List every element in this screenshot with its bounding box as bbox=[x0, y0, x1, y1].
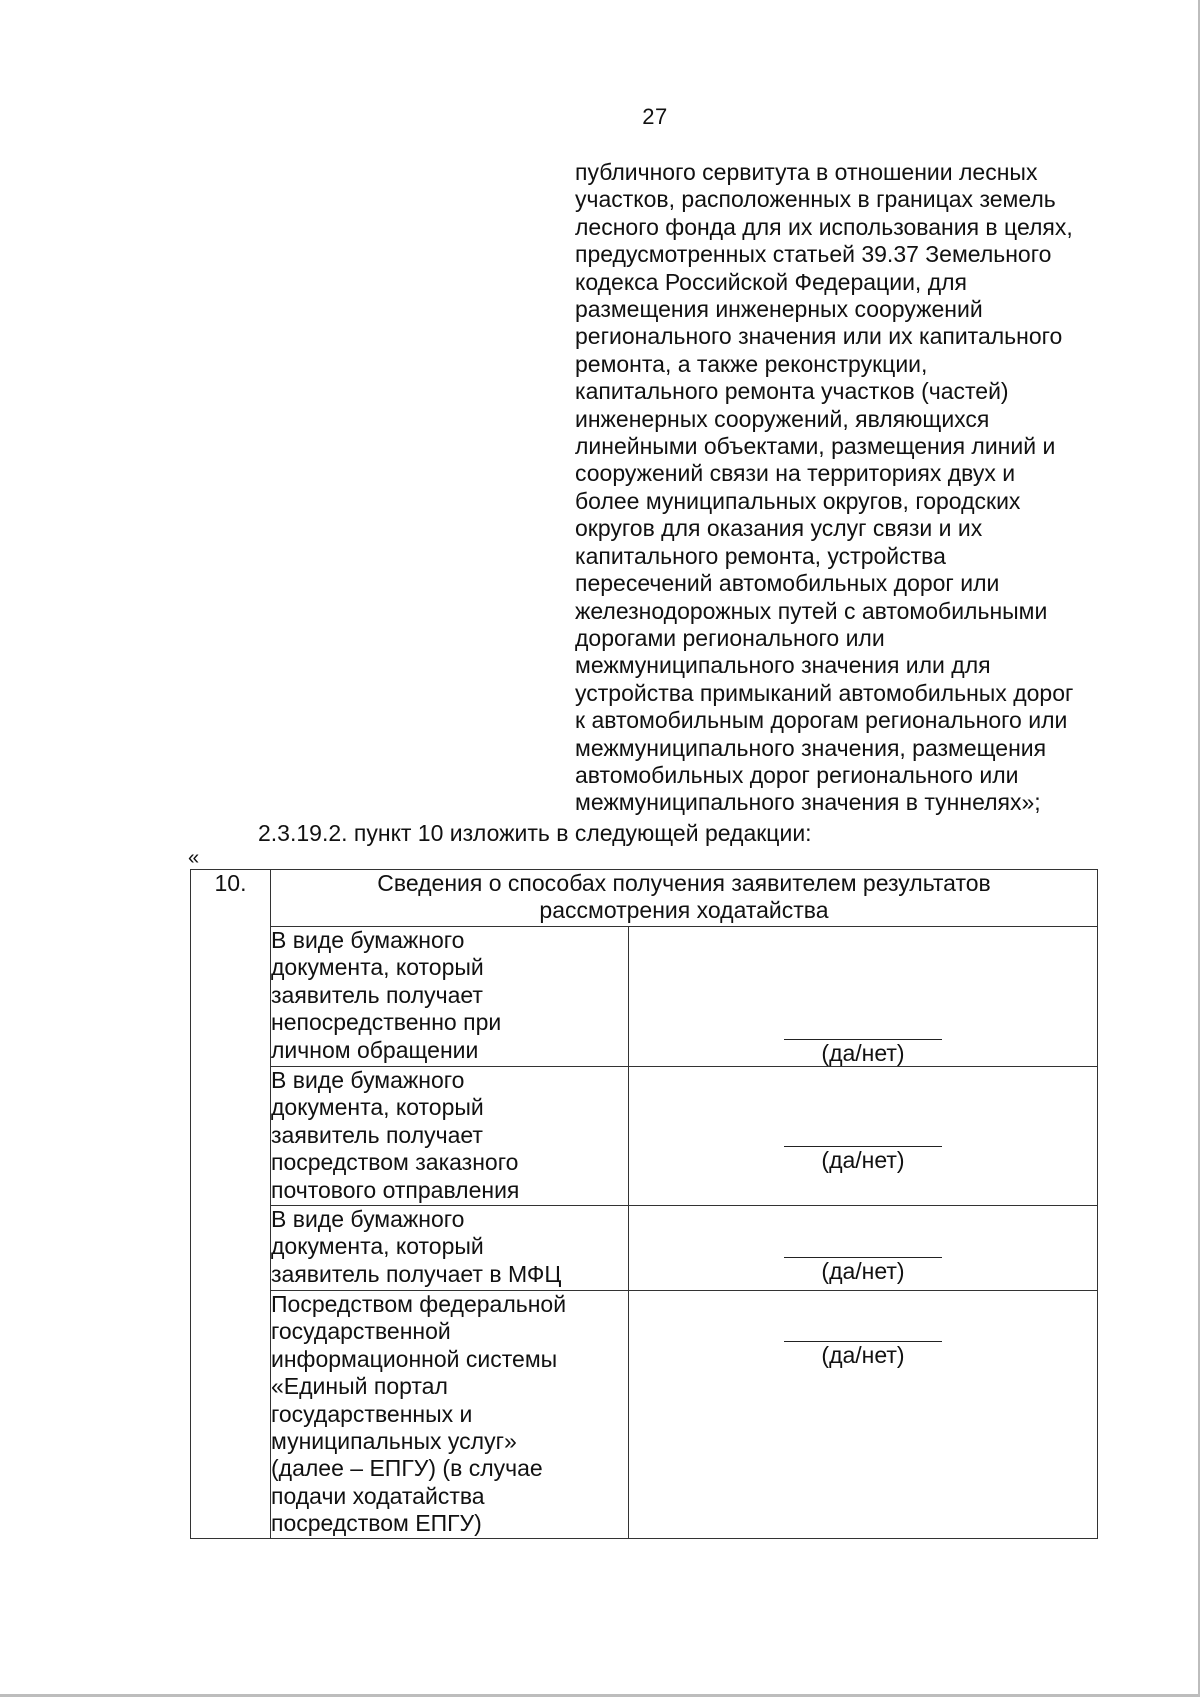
text-line: к автомобильным дорогам регионального или bbox=[575, 707, 1068, 734]
answer-cell bbox=[629, 1206, 1098, 1291]
table-header bbox=[271, 870, 1098, 927]
desc-line: личном обращении bbox=[271, 1036, 479, 1063]
result-options-table bbox=[190, 869, 1098, 1539]
text-line: линейными объектами, размещения линий и bbox=[575, 433, 1056, 460]
desc-line: информационной системы bbox=[271, 1345, 558, 1372]
desc-line: документа, который bbox=[271, 954, 484, 981]
desc-line: почтового отправления bbox=[271, 1176, 520, 1203]
desc-line: заявитель получает в МФЦ bbox=[271, 1260, 562, 1287]
table-row bbox=[191, 1067, 1098, 1206]
text-line: более муниципальных округов, городских bbox=[575, 487, 1021, 514]
answer-cell bbox=[629, 1067, 1098, 1206]
text-line: межмуниципального значения в туннелях»; bbox=[575, 789, 1041, 816]
text-line: пересечений автомобильных дорог или bbox=[575, 570, 1000, 597]
text-line: регионального значения или их капитального bbox=[575, 323, 1063, 350]
answer-cell bbox=[629, 1291, 1098, 1539]
page-number: 27 bbox=[642, 104, 668, 129]
text-line: капитального ремонта, устройства bbox=[575, 542, 946, 569]
text-line: лесного фонда для их использования в целях, bbox=[575, 213, 1073, 240]
answer-hint: (да/нет) bbox=[821, 1147, 905, 1173]
desc-line: (далее – ЕПГУ) (в случае bbox=[271, 1455, 543, 1482]
desc-line: подачи ходатайства bbox=[271, 1482, 485, 1509]
desc-line: посредством ЕПГУ) bbox=[271, 1510, 482, 1537]
desc-line: муниципальных услуг» bbox=[271, 1428, 517, 1455]
text-line: железнодорожных путей с автомобильными bbox=[575, 597, 1048, 624]
continuation-text bbox=[575, 159, 1135, 817]
text-line: сооружений связи на территориях двух и bbox=[575, 460, 1016, 487]
answer-hint: (да/нет) bbox=[821, 1040, 905, 1066]
table-header-row bbox=[191, 870, 1098, 927]
desc-line: государственной bbox=[271, 1318, 451, 1345]
desc-line: непосредственно при bbox=[271, 1009, 502, 1036]
header-line: Сведения о способах получения заявителем результатов bbox=[377, 870, 991, 896]
table-row bbox=[191, 1291, 1098, 1539]
text-line: автомобильных дорог регионального или bbox=[575, 761, 1019, 788]
desc-line: В виде бумажного bbox=[271, 927, 465, 953]
option-description bbox=[271, 927, 629, 1067]
item-number: 10. bbox=[191, 870, 271, 1539]
text-line: участков, расположенных в границах земель bbox=[575, 186, 1056, 213]
text-line: инженерных сооружений, являющихся bbox=[575, 405, 990, 432]
answer-cell bbox=[629, 927, 1098, 1067]
text-line: предусмотренных статьей 39.37 Земельного bbox=[575, 241, 1052, 268]
text-line: округов для оказания услуг связи и их bbox=[575, 515, 983, 542]
header-line: рассмотрения ходатайства bbox=[539, 897, 829, 923]
text-line: кодекса Российской Федерации, для bbox=[575, 268, 967, 295]
text-line: межмуниципального значения или для bbox=[575, 652, 991, 679]
desc-line: посредством заказного bbox=[271, 1149, 519, 1176]
table-row bbox=[191, 927, 1098, 1067]
desc-line: В виде бумажного bbox=[271, 1067, 465, 1093]
amendment-instruction: 2.3.19.2. пункт 10 изложить в следующей редакции: bbox=[258, 820, 812, 846]
text-line: ремонта, а также реконструкции, bbox=[575, 350, 928, 377]
desc-line: заявитель получает bbox=[271, 1121, 483, 1148]
desc-line: документа, который bbox=[271, 1233, 484, 1260]
desc-line: Посредством федеральной bbox=[271, 1291, 567, 1317]
answer-hint: (да/нет) bbox=[821, 1342, 905, 1368]
text-line: размещения инженерных сооружений bbox=[575, 296, 983, 323]
option-description bbox=[271, 1206, 629, 1291]
option-description bbox=[271, 1291, 629, 1539]
text-line: межмуниципального значения, размещения bbox=[575, 734, 1047, 761]
opening-quote-mark: « bbox=[188, 847, 200, 869]
table-row bbox=[191, 1206, 1098, 1291]
desc-line: документа, который bbox=[271, 1094, 484, 1121]
desc-line: государственных и bbox=[271, 1400, 473, 1427]
desc-line: заявитель получает bbox=[271, 981, 483, 1008]
text-line: капитального ремонта участков (частей) bbox=[575, 378, 1009, 405]
text-line: дорогами регионального или bbox=[575, 624, 885, 651]
answer-hint: (да/нет) bbox=[821, 1258, 905, 1284]
text-line: публичного сервитута в отношении лесных bbox=[575, 159, 1038, 185]
text-line: устройства примыканий автомобильных дорог bbox=[575, 679, 1074, 706]
desc-line: «Единый портал bbox=[271, 1373, 448, 1400]
desc-line: В виде бумажного bbox=[271, 1206, 465, 1232]
option-description bbox=[271, 1067, 629, 1206]
